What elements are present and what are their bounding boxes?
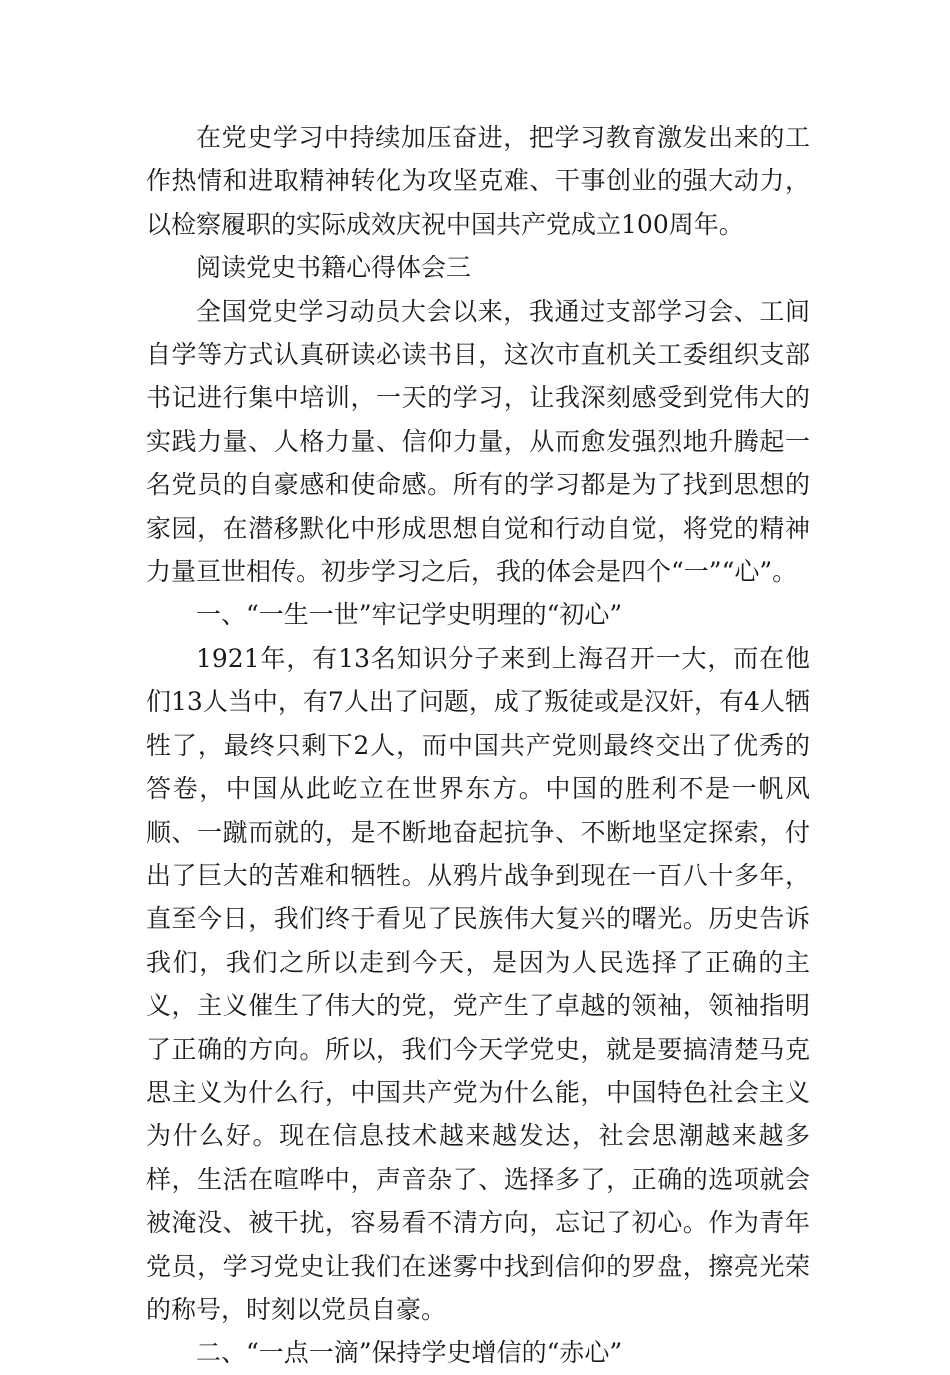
paragraph-intro-continuation: 在党史学习中持续加压奋进，把学习教育激发出来的工作热情和进取精神转化为攻坚克难、干事创业的强大动力，以检察履职的实际成效庆祝中国共产党成立100周年。 [146,123,810,239]
paragraph-section-1-body: 1921年，有13名知识分子来到上海召开一大，而在他们13人当中，有7人出了问题，成了叛徒或是汉奸，有4人牺牲了，最终只剩下2人，而中国共产党则最终交出了优秀的答卷，中国从此屹立在世界东方。中国的胜利不是一帆风顺、一蹴而就的，是不断地奋起抗争、不断地坚定探索，付出了巨大的苦难和牺牲。从鸦片战争到现在一百八十多年，直至今日，我们终于看见了民族伟大复兴的曙光。历史告诉我们，我们之所以走到今天，是因为人民选择了正确的主义，主义催生了伟大的党，党产生了卓越的领袖，领袖指明了正确的方向。所以，我们今天学党史，就是要搞清楚马克思主义为什么行，中国共产党为什么能，中国特色社会主义为什么好。现在信息技术越来越发达，社会思潮越来越多样，生活在喧哗中，声音杂了、选择多了，正确的选项就会被淹没、被干扰，容易看不清方向，忘记了初心。作为青年党员，学习党史让我们在迷雾中找到信仰的罗盘，擦亮光荣的称号，时刻以党员自豪。 [146,643,810,1324]
section-heading-2: 二、“一点一滴”保持学史增信的“赤心” [196,1338,623,1368]
article-title: 阅读党史书籍心得体会三 [196,253,472,283]
section-heading-1: 一、“一生一世”牢记学史明理的“初心” [196,600,623,630]
document-page [146,116,810,1375]
paragraph-opening: 全国党史学习动员大会以来，我通过支部学习会、工间自学等方式认真研读必读书目，这次市直机关工委组织支部书记进行集中培训，一天的学习，让我深刻感受到党伟大的实践力量、人格力量、信仰力量，从而愈发强烈地升腾起一名党员的自豪感和使命感。所有的学习都是为了找到思想的家园，在潜移默化中形成思想自觉和行动自觉，将党的精神力量亘世相传。初步学习之后，我的体会是四个“一”“心”。 [146,296,810,587]
